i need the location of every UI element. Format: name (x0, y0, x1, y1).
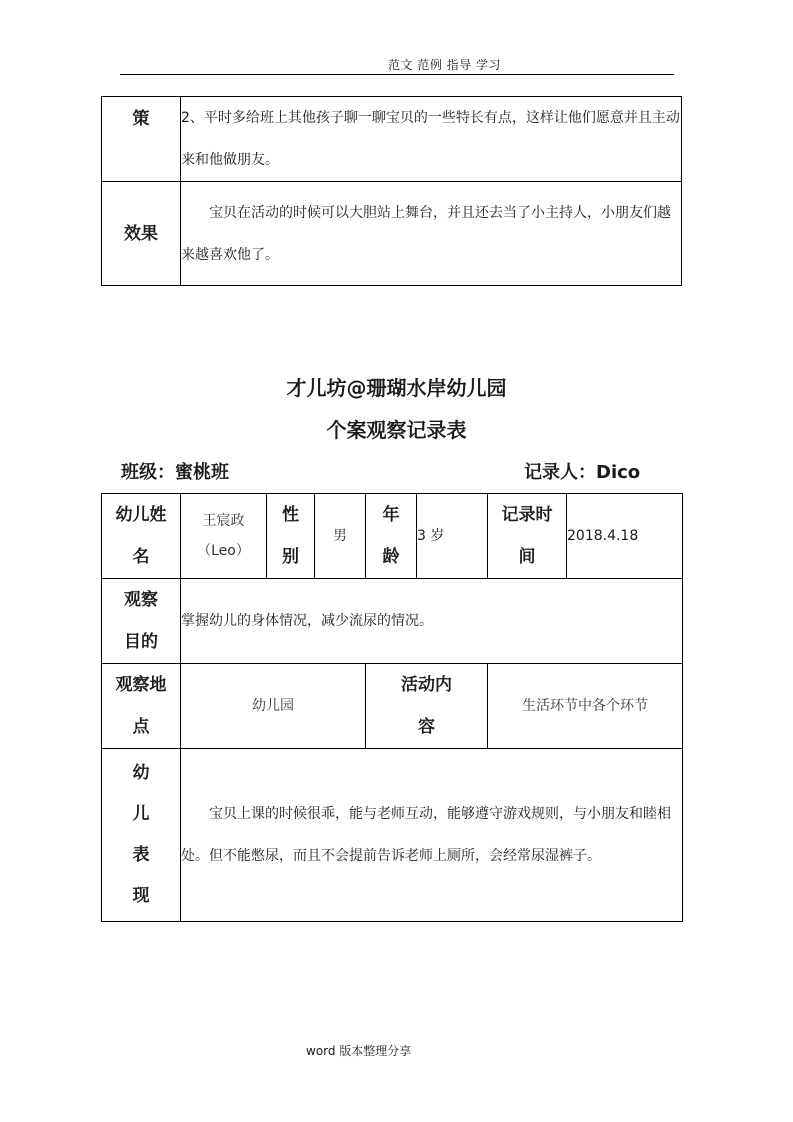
activity-label: 活动内 容 (366, 664, 488, 749)
age-label: 年 龄 (366, 494, 417, 579)
strategy-text: 2、平时多给班上其他孩子聊一聊宝贝的一些特长有点，这样让他们愿意并且主动来和他做朋友。 (181, 97, 682, 182)
observation-record-table (101, 493, 683, 922)
class-info: 班级：蜜桃班 (121, 462, 229, 483)
school-title: 才儿坊@珊瑚水岸幼儿园 (286, 376, 507, 400)
place-value: 幼儿园 (181, 664, 366, 749)
effect-text: 宝贝在活动的时候可以大胆站上舞台，并且还去当了小主持人，小朋友们越来越喜欢他了。 (181, 182, 682, 286)
child-name-label: 幼儿姓 名 (102, 494, 181, 579)
effect-label: 效果 (102, 182, 181, 286)
purpose-value: 掌握幼儿的身体情况，减少流尿的情况。 (181, 579, 683, 664)
place-label: 观察地 点 (102, 664, 181, 749)
page-header: 范文 范例 指导 学习 (388, 58, 501, 72)
activity-value: 生活环节中各个环节 (488, 664, 683, 749)
page-footer: word 版本整理分享 (306, 1044, 412, 1058)
child-name-value: 王宸政 （Leo） (181, 494, 267, 579)
strategy-label: 策 (102, 97, 181, 182)
behavior-label: 幼 儿 表 现 (102, 749, 181, 922)
header-rule (120, 74, 674, 75)
gender-label: 性 别 (267, 494, 315, 579)
purpose-label: 观察 目的 (102, 579, 181, 664)
record-time-value: 2018.4.18 (567, 494, 683, 579)
gender-value: 男 (315, 494, 366, 579)
recorder-info: 记录人：Dico (524, 462, 641, 483)
form-title: 个案观察记录表 (326, 418, 467, 442)
strategy-effect-table (101, 96, 682, 286)
behavior-value: 宝贝上课的时候很乖，能与老师互动，能够遵守游戏规则，与小朋友和睦相处。但不能憋尿，而且不会提前告诉老师上厕所，会经常尿湿裤子。 (181, 749, 683, 922)
age-value: 3 岁 (417, 494, 488, 579)
record-time-label: 记录时 间 (488, 494, 567, 579)
